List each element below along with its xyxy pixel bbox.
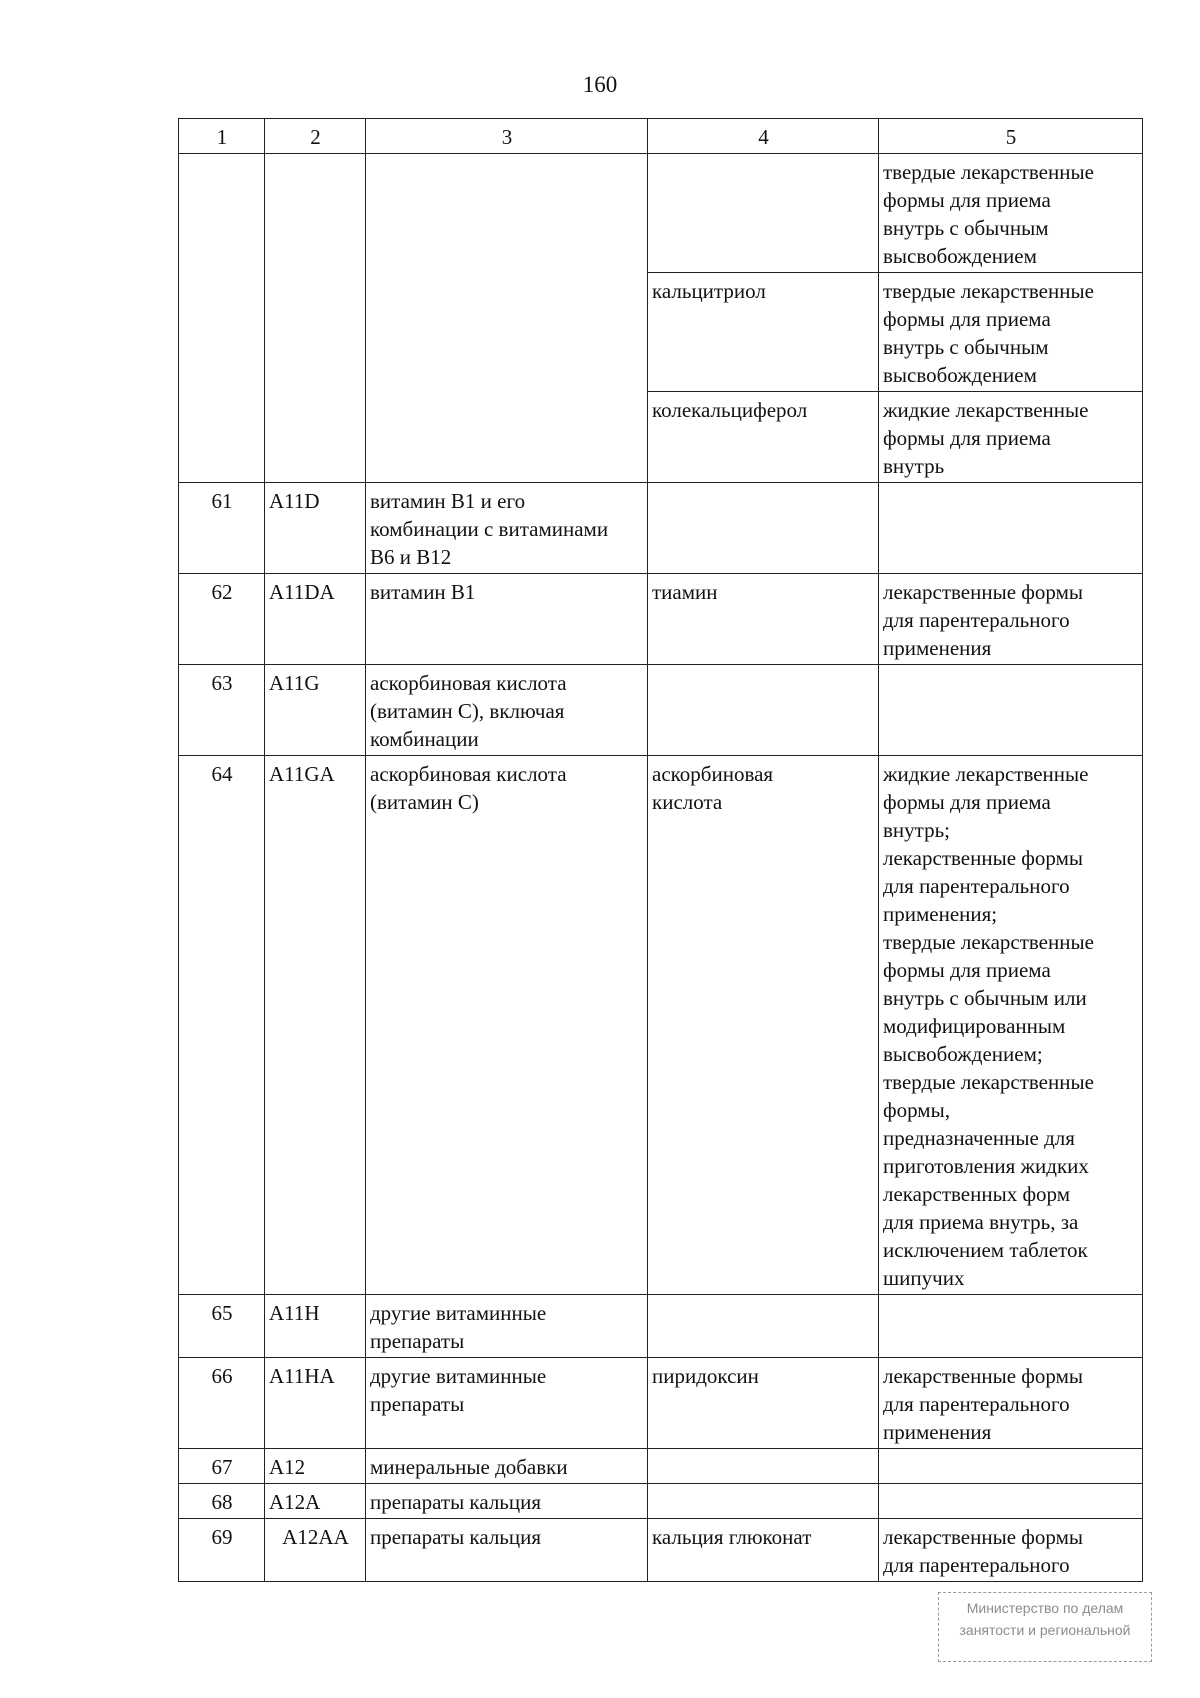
cell-substance bbox=[648, 154, 879, 273]
cell-substance bbox=[648, 1484, 879, 1519]
cell-forms bbox=[879, 665, 1143, 756]
cell-substance: кальцитриол bbox=[648, 273, 879, 392]
cell-num: 64 bbox=[179, 756, 265, 1295]
cell-forms: твердые лекарственные формы для приема внутрь с обычным высвобождением bbox=[879, 154, 1143, 273]
table-row bbox=[179, 756, 1143, 1295]
cell-group: минеральные добавки bbox=[366, 1449, 648, 1484]
ministry-stamp bbox=[938, 1592, 1152, 1662]
table-header-row bbox=[179, 119, 1143, 154]
header-col-3: 3 bbox=[366, 119, 648, 154]
cell-forms bbox=[879, 1449, 1143, 1484]
cell-code: A12AA bbox=[265, 1519, 366, 1582]
table-row bbox=[179, 483, 1143, 574]
cell-group: витамин B1 и его комбинации с витаминами B6 и B12 bbox=[366, 483, 648, 574]
cell-group: другие витаминные препараты bbox=[366, 1295, 648, 1358]
cell-forms bbox=[879, 483, 1143, 574]
cell-code: A12 bbox=[265, 1449, 366, 1484]
header-col-4: 4 bbox=[648, 119, 879, 154]
table-row bbox=[179, 154, 1143, 273]
cell-code bbox=[265, 154, 366, 483]
cell-group: аскорбиновая кислота (витамин С), включая комбинации bbox=[366, 665, 648, 756]
cell-substance bbox=[648, 1295, 879, 1358]
cell-forms: лекарственные формы для парентерального применения bbox=[879, 574, 1143, 665]
cell-group: аскорбиновая кислота (витамин С) bbox=[366, 756, 648, 1295]
page-number: 160 bbox=[582, 72, 618, 97]
table-row bbox=[179, 1295, 1143, 1358]
cell-num: 62 bbox=[179, 574, 265, 665]
cell-forms bbox=[879, 1295, 1143, 1358]
table-row bbox=[179, 1484, 1143, 1519]
cell-forms bbox=[879, 1484, 1143, 1519]
cell-substance bbox=[648, 483, 879, 574]
cell-num: 63 bbox=[179, 665, 265, 756]
cell-substance: тиамин bbox=[648, 574, 879, 665]
cell-substance: кальция глюконат bbox=[648, 1519, 879, 1582]
cell-code: A11GA bbox=[265, 756, 366, 1295]
table-row bbox=[179, 1449, 1143, 1484]
cell-forms: жидкие лекарственные формы для приема внутрь bbox=[879, 392, 1143, 483]
table-row bbox=[179, 665, 1143, 756]
cell-group bbox=[366, 154, 648, 483]
stamp-line-2: занятости и региональной bbox=[959, 1622, 1131, 1638]
cell-code: A11HA bbox=[265, 1358, 366, 1449]
cell-code: A11D bbox=[265, 483, 366, 574]
cell-forms: жидкие лекарственные формы для приема внутрь; лекарственные формы для парентерального применения; твердые лекарственные формы для приема внутрь с обычным или модифицированным высвобождением; твердые лекарственные формы, предназначенные для приготовления жидких лекарственных форм для приема внутрь, за исключением таблеток шипучих bbox=[879, 756, 1143, 1295]
cell-group: препараты кальция bbox=[366, 1519, 648, 1582]
stamp-line-1: Министерство по делам bbox=[966, 1600, 1124, 1616]
cell-code: A11H bbox=[265, 1295, 366, 1358]
table-row bbox=[179, 1358, 1143, 1449]
cell-substance bbox=[648, 665, 879, 756]
cell-num: 67 bbox=[179, 1449, 265, 1484]
cell-code: A11G bbox=[265, 665, 366, 756]
cell-group: витамин B1 bbox=[366, 574, 648, 665]
header-col-1: 1 bbox=[179, 119, 265, 154]
drug-table bbox=[178, 118, 1143, 1582]
cell-code: A12A bbox=[265, 1484, 366, 1519]
cell-num: 69 bbox=[179, 1519, 265, 1582]
cell-code: A11DA bbox=[265, 574, 366, 665]
header-col-5: 5 bbox=[879, 119, 1143, 154]
cell-substance: пиридоксин bbox=[648, 1358, 879, 1449]
cell-num bbox=[179, 154, 265, 483]
cell-substance: аскорбиновая кислота bbox=[648, 756, 879, 1295]
cell-substance: колекальциферол bbox=[648, 392, 879, 483]
cell-num: 61 bbox=[179, 483, 265, 574]
cell-forms: лекарственные формы для парентерального применения bbox=[879, 1358, 1143, 1449]
cell-substance bbox=[648, 1449, 879, 1484]
cell-num: 66 bbox=[179, 1358, 265, 1449]
table-row bbox=[179, 574, 1143, 665]
cell-num: 68 bbox=[179, 1484, 265, 1519]
table-row bbox=[179, 1519, 1143, 1582]
cell-group: препараты кальция bbox=[366, 1484, 648, 1519]
cell-forms: твердые лекарственные формы для приема внутрь с обычным высвобождением bbox=[879, 273, 1143, 392]
header-col-2: 2 bbox=[265, 119, 366, 154]
cell-forms: лекарственные формы для парентерального bbox=[879, 1519, 1143, 1582]
cell-num: 65 bbox=[179, 1295, 265, 1358]
cell-group: другие витаминные препараты bbox=[366, 1358, 648, 1449]
